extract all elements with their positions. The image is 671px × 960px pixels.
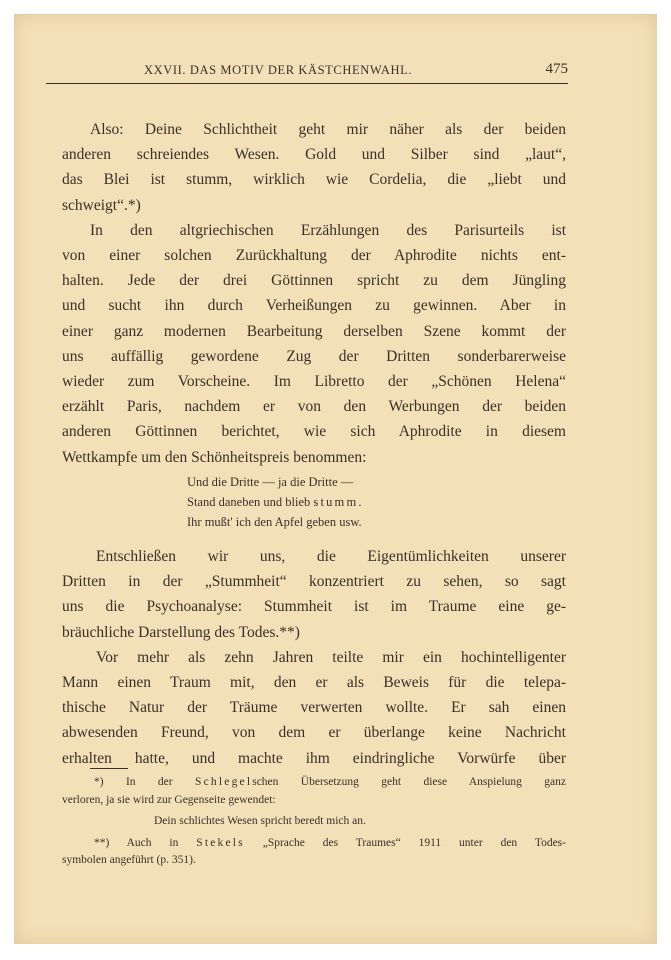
verse-line-2-text: Stand daneben und blieb bbox=[187, 495, 314, 509]
footnote-1-name: Schlegel bbox=[195, 776, 253, 788]
text-line: erzählt Paris, nachdem er von den Werbungen der beiden bbox=[62, 398, 566, 416]
text-line: abwesenden Freund, von dem er überlange keine Nachricht bbox=[62, 724, 566, 742]
verse-line-1: Und die Dritte — ja die Dritte — bbox=[187, 475, 354, 489]
verse-line-3: Ihr mußt' ich den Apfel geben usw. bbox=[187, 515, 362, 529]
text-line: Entschließen wir uns, die Eigentümlichkeiten unserer bbox=[96, 548, 566, 565]
paragraph-1 bbox=[62, 117, 566, 218]
paragraph-3 bbox=[62, 544, 566, 645]
main-text-lower bbox=[62, 544, 566, 771]
main-text-upper bbox=[62, 117, 566, 470]
footnote-2-name: Stekels bbox=[196, 836, 245, 849]
page-number: 475 bbox=[545, 61, 568, 77]
text-line: erhalten hatte, und machte ihm eindringliche Vorwürfe über bbox=[62, 749, 566, 767]
text-line: von einer solchen Zurückhaltung der Aphrodite nichts ent- bbox=[62, 247, 566, 265]
text-line: Wettkampfe um den Schönheitspreis benommen: bbox=[62, 448, 367, 466]
verse-emphasis: stumm. bbox=[313, 495, 364, 509]
paragraph-2 bbox=[62, 218, 566, 470]
paragraph-4 bbox=[62, 645, 566, 771]
text-line: In den altgriechischen Erzählungen des Parisurteils ist bbox=[90, 221, 566, 239]
text-line: uns auffällig gewordene Zug der Dritten sonderbarerweise bbox=[62, 347, 566, 365]
text-line: einer ganz modernen Bearbeitung derselben Szene kommt der bbox=[62, 322, 566, 340]
verse-line-2 bbox=[187, 492, 364, 512]
text-line: Also: Deine Schlichtheit geht mir näher als der beiden bbox=[90, 121, 566, 138]
text-line: anderen Göttinnen berichtet, wie sich Aphrodite in diesem bbox=[62, 423, 566, 441]
text-line: Dritten in der „Stummheit“ konzentriert zu sehen, so sagt bbox=[62, 573, 566, 591]
footnote-2-line-2: symbolen angeführt (p. 351). bbox=[62, 854, 196, 866]
footnote-1-quote: Dein schlichtes Wesen spricht beredt mich an. bbox=[154, 815, 366, 827]
footnote-2-text: „Sprache des Traumes“ 1911 unter den Todes- bbox=[244, 836, 566, 849]
text-line: thische Natur der Träume verwerten wollte. Er sah einen bbox=[62, 699, 566, 717]
footnote-divider bbox=[90, 768, 128, 769]
text-line: anderen schreiendes Wesen. Gold und Silber sind „laut“, bbox=[62, 146, 566, 164]
footnote-1-text: schen Übersetzung geht diese Anspielung ganz bbox=[252, 776, 566, 788]
text-line: Mann einen Traum mit, den er als Beweis für die telepa- bbox=[62, 674, 566, 692]
text-line: halten. Jede der drei Göttinnen spricht zu dem Jüngling bbox=[62, 272, 566, 290]
text-line: das Blei ist stumm, wirklich wie Cordelia, die „liebt und bbox=[62, 171, 566, 189]
text-line: bräuchliche Darstellung des Todes.**) bbox=[62, 623, 300, 641]
chapter-title: XXVII. DAS MOTIV DER KÄSTCHENWAHL. bbox=[144, 63, 413, 77]
footnote-2-line-1 bbox=[62, 835, 566, 853]
text-line: und sucht ihn durch Verheißungen zu gewinnen. Aber in bbox=[62, 297, 566, 315]
text-line: schweigt“.*) bbox=[62, 196, 141, 214]
footnote-2-text: **) Auch in bbox=[94, 836, 197, 849]
footnotes bbox=[62, 774, 566, 870]
text-line: Vor mehr als zehn Jahren teilte mir ein hochintelligenter bbox=[96, 648, 566, 666]
footnote-1-line-1 bbox=[62, 774, 566, 792]
text-line: wieder zum Vorscheine. Im Libretto der „Schönen Helena“ bbox=[62, 373, 566, 391]
text-line: uns die Psychoanalyse: Stummheit ist im Traume eine ge- bbox=[62, 598, 566, 616]
running-header bbox=[46, 61, 568, 84]
verse-quote bbox=[187, 472, 364, 532]
footnote-1-line-2: verloren, ja sie wird zur Gegenseite gewendet: bbox=[62, 793, 276, 806]
footnote-1-text: *) In der bbox=[94, 776, 196, 788]
